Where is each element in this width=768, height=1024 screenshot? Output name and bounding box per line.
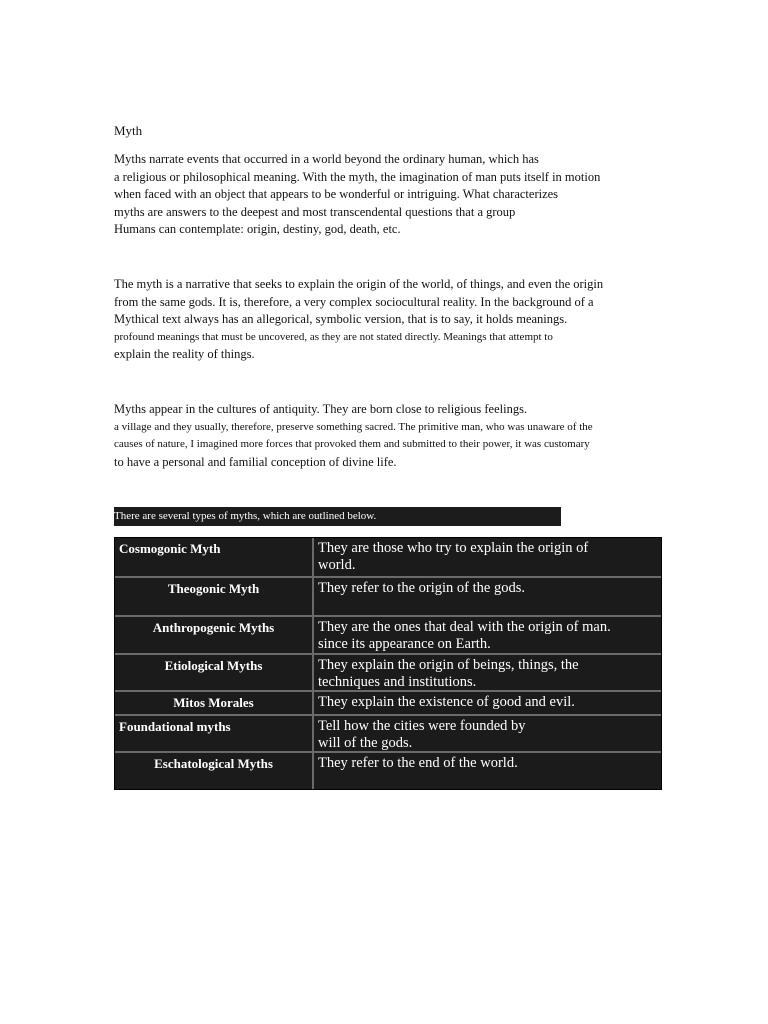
description-line: They refer to the origin of the gods.: [318, 580, 525, 596]
myth-description-cell: [318, 692, 659, 711]
paragraph-line: a village and they usually, therefore, preserve something sacred. The primitive man, who was unaware of the: [114, 420, 593, 433]
description-line: They explain the existence of good and evil.: [318, 694, 575, 710]
paragraph-line: explain the reality of things.: [114, 347, 255, 362]
paragraph-line: Mythical text always has an allegorical, symbolic version, that is to say, it holds meanings.: [114, 312, 568, 327]
table-row: [115, 617, 661, 655]
myth-description-cell: [318, 655, 659, 691]
paragraph-myth-origins: [114, 401, 674, 471]
table-row: [115, 578, 661, 617]
description-line: world.: [318, 557, 356, 573]
paragraph-line: myths are answers to the deepest and most transcendental questions that a group: [114, 204, 516, 219]
myth-type-cell: Theogonic Myth: [115, 578, 314, 615]
description-line: They are those who try to explain the origin of: [318, 540, 589, 556]
paragraph-myth-narrative: [114, 276, 674, 364]
description-line: since its appearance on Earth.: [318, 636, 491, 652]
myth-description-cell: [318, 753, 659, 772]
table-row: [115, 716, 661, 753]
myth-type-cell: Mitos Morales: [115, 692, 314, 714]
paragraph-myth-definition: [114, 151, 674, 239]
paragraph-line: Humans can contemplate: origin, destiny, god, death, etc.: [114, 222, 401, 237]
paragraph-line: Myths appear in the cultures of antiquity. They are born close to religious feelings.: [114, 402, 528, 416]
paragraph-line: Myths narrate events that occurred in a world beyond the ordinary human, which has: [114, 152, 539, 166]
table-row: [115, 655, 661, 692]
description-line: Tell how the cities were founded by: [318, 718, 526, 734]
paragraph-line: when faced with an object that appears to be wonderful or intriguing. What characterizes: [114, 187, 559, 202]
myth-types-table: [114, 537, 662, 790]
table-caption: There are several types of myths, which are outlined below.: [114, 507, 561, 526]
paragraph-line: The myth is a narrative that seeks to explain the origin of the world, of things, and even the origin: [114, 277, 604, 291]
table-row: [115, 692, 661, 716]
document-title: Myth: [114, 123, 143, 138]
myth-description-cell: [318, 617, 659, 653]
myth-type-cell: Anthropogenic Myths: [115, 617, 314, 653]
myth-type-cell: Eschatological Myths: [115, 753, 314, 789]
description-line: techniques and institutions.: [318, 674, 477, 690]
myth-description-cell: [318, 538, 659, 574]
paragraph-line: to have a personal and familial conception of divine life.: [114, 454, 397, 469]
paragraph-line: causes of nature, I imagined more forces that provoked them and submitted to their power, it was customary: [114, 438, 590, 451]
myth-type-cell: Cosmogonic Myth: [115, 538, 314, 576]
myth-description-cell: [318, 578, 659, 597]
description-line: They are the ones that deal with the origin of man.: [318, 619, 611, 635]
table-row: [115, 753, 661, 789]
myth-type-cell: Foundational myths: [115, 716, 314, 751]
table-row: [115, 538, 661, 578]
description-line: They explain the origin of beings, things, the: [318, 657, 579, 673]
myth-description-cell: [318, 716, 659, 752]
description-line: They refer to the end of the world.: [318, 755, 518, 771]
paragraph-line: a religious or philosophical meaning. With the myth, the imagination of man puts itself in motion: [114, 169, 601, 184]
description-line: will of the gods.: [318, 735, 413, 751]
paragraph-line: from the same gods. It is, therefore, a very complex sociocultural reality. In the background of a: [114, 294, 594, 309]
myth-type-cell: Etiological Myths: [115, 655, 314, 690]
paragraph-line: profound meanings that must be uncovered, as they are not stated directly. Meanings that attempt to: [114, 330, 553, 343]
